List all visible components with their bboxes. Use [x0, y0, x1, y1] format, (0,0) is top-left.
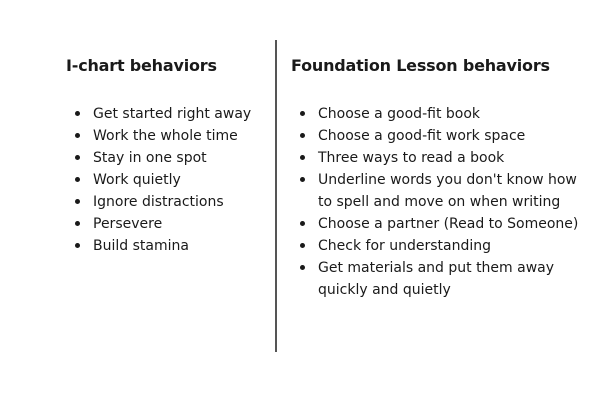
list-item-text: Ignore distractions [93, 194, 224, 210]
i-chart-list [66, 103, 266, 257]
list-item-text: Get started right away [93, 106, 252, 122]
list-item [66, 169, 266, 191]
bullet-icon [75, 243, 80, 248]
list-item [66, 235, 266, 257]
list-item [291, 125, 591, 147]
bullet-icon [75, 177, 80, 182]
list-item-text: Work the whole time [93, 128, 238, 144]
bullet-icon [75, 155, 80, 160]
list-item [291, 257, 591, 301]
list-item [291, 169, 591, 213]
list-item [291, 235, 591, 257]
foundation-lesson-column [291, 54, 591, 301]
foundation-lesson-list [291, 103, 591, 301]
list-item-text: Choose a good-fit work space [318, 128, 526, 144]
i-chart-column [66, 54, 266, 257]
list-item-text: Check for understanding [318, 238, 491, 254]
bullet-icon [300, 133, 305, 138]
list-item-text: Persevere [93, 216, 163, 232]
list-item-text: Work quietly [93, 172, 181, 188]
bullet-icon [300, 177, 305, 182]
list-item [66, 191, 266, 213]
column-divider [275, 40, 277, 352]
bullet-icon [75, 133, 80, 138]
list-item [66, 213, 266, 235]
list-item-text: Underline words you don't know how to spell and move on when writing [318, 172, 577, 210]
list-item [66, 103, 266, 125]
bullet-icon [75, 199, 80, 204]
bullet-icon [75, 221, 80, 226]
list-item-text: Stay in one spot [93, 150, 207, 166]
bullet-icon [75, 111, 80, 116]
bullet-icon [300, 265, 305, 270]
bullet-icon [300, 243, 305, 248]
list-item-text: Choose a good-fit book [318, 106, 481, 122]
bullet-icon [300, 221, 305, 226]
list-item [291, 213, 591, 235]
foundation-lesson-heading: Foundation Lesson behaviors [291, 56, 550, 75]
list-item-text: Get materials and put them away quickly and quietly [318, 260, 555, 298]
list-item-text: Build stamina [93, 238, 189, 254]
bullet-icon [300, 111, 305, 116]
list-item [66, 147, 266, 169]
list-item-text: Three ways to read a book [318, 150, 505, 166]
bullet-icon [300, 155, 305, 160]
list-item [291, 103, 591, 125]
i-chart-heading: I-chart behaviors [66, 56, 217, 75]
list-item-text: Choose a partner (Read to Someone) [318, 216, 579, 232]
list-item [66, 125, 266, 147]
list-item [291, 147, 591, 169]
